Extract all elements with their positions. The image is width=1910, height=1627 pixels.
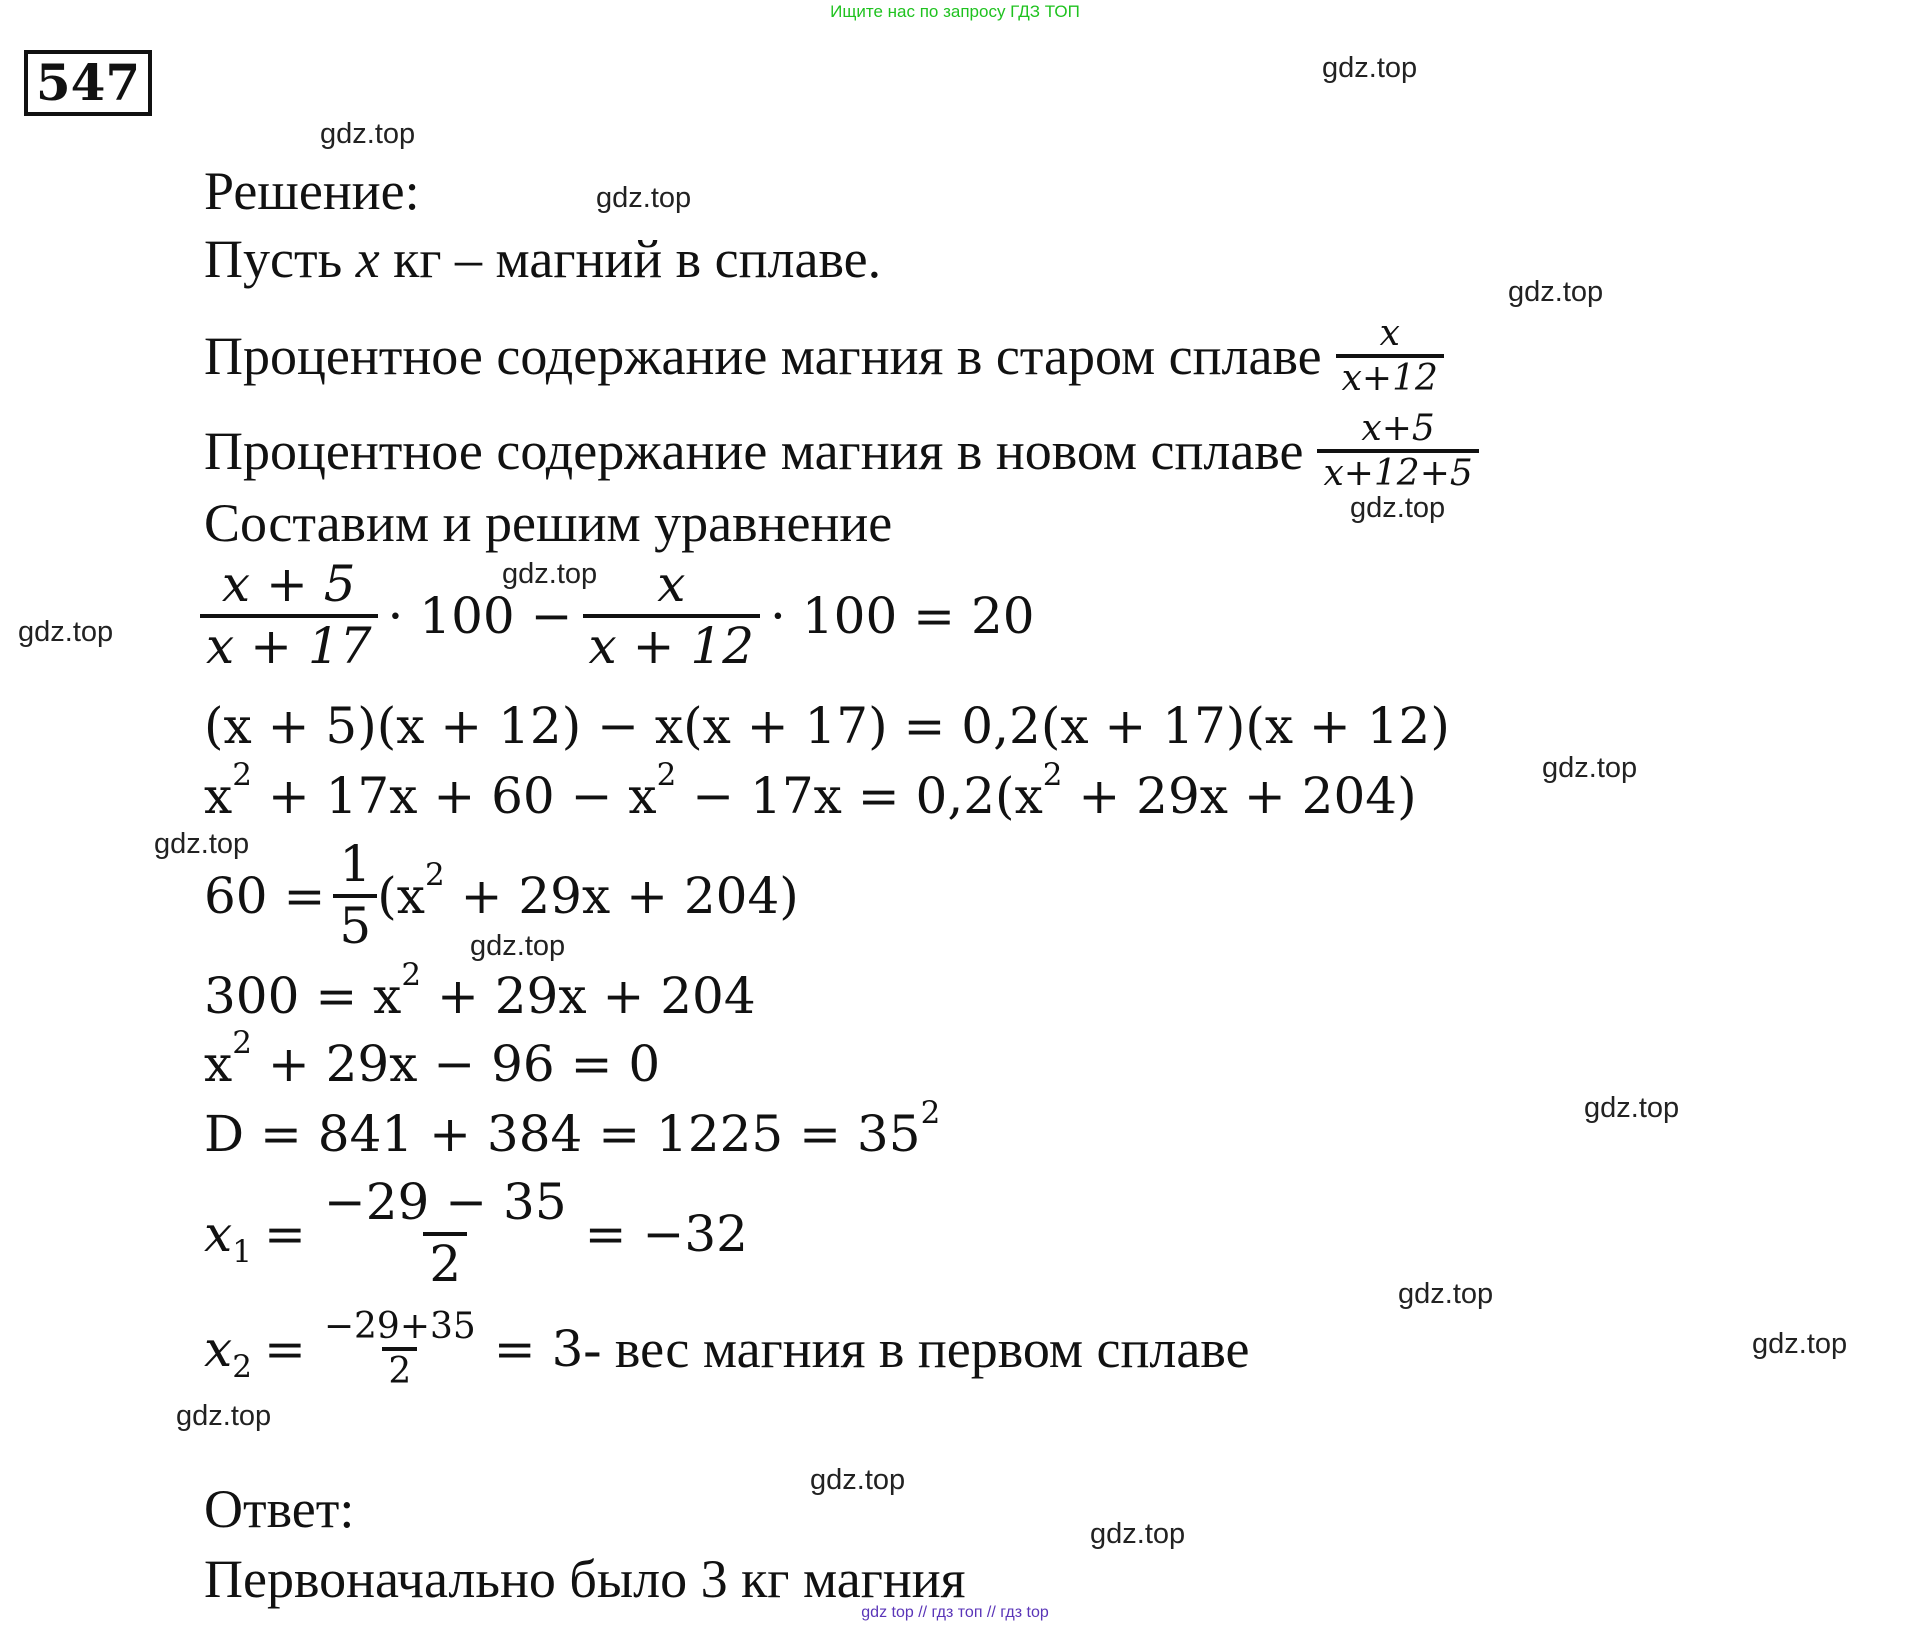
fraction-denominator: x + 17 xyxy=(200,614,378,676)
old-alloy-fraction xyxy=(1336,313,1444,400)
eq3-part: + 17x + 60 − x xyxy=(251,767,657,825)
equation-intro: Составим и решим уравнение xyxy=(204,493,893,553)
answer-text: Первоначально было 3 кг магния xyxy=(204,1549,966,1609)
eq5-part: 300 = x xyxy=(204,967,402,1025)
exponent: 2 xyxy=(424,856,445,893)
let-variable: x xyxy=(355,229,380,289)
fraction-denominator: x+12 xyxy=(1336,354,1444,399)
watermark: gdz.top xyxy=(1350,492,1446,524)
root-subscript: 1 xyxy=(232,1233,252,1270)
eq3-part: + 29x + 204) xyxy=(1062,767,1417,825)
new-alloy-text: Процентное содержание магния в новом сплаве xyxy=(204,421,1304,481)
root-result: = 3 xyxy=(493,1320,584,1379)
exponent: 2 xyxy=(1042,757,1063,794)
let-suffix: кг – магний в сплаве. xyxy=(379,229,882,289)
watermark: gdz.top xyxy=(1398,1278,1494,1310)
watermark: gdz.top xyxy=(1584,1092,1680,1124)
fraction-numerator: −29 − 35 xyxy=(323,1173,567,1231)
equation-1 xyxy=(200,556,1035,675)
fraction-denominator: x + 12 xyxy=(583,614,761,676)
equals: = xyxy=(263,1204,306,1263)
fraction-a xyxy=(200,556,378,675)
eq4-left: 60 = xyxy=(204,866,326,925)
fraction-denominator: 5 xyxy=(333,894,377,956)
fraction-denominator: 2 xyxy=(423,1232,467,1294)
new-alloy-fraction xyxy=(1317,408,1478,495)
root-x1 xyxy=(204,1174,748,1293)
let-prefix: Пусть xyxy=(204,229,356,289)
solution-heading: Решение: xyxy=(204,161,420,221)
fraction-numerator: x xyxy=(1379,312,1400,354)
watermark: gdz.top xyxy=(1508,276,1604,308)
watermark: gdz.top xyxy=(176,1400,272,1432)
top-banner: Ищите нас по запросу ГДЗ ТОП xyxy=(830,2,1080,21)
equation-6 xyxy=(204,1025,661,1093)
watermark: gdz.top xyxy=(18,616,114,648)
equation-3 xyxy=(204,757,1417,825)
equation-5 xyxy=(204,957,756,1025)
x1-fraction xyxy=(318,1174,573,1293)
equation-end: · 100 = 20 xyxy=(770,586,1035,645)
watermark: gdz.top xyxy=(502,558,598,590)
root-label: x xyxy=(204,1320,233,1379)
exponent: 2 xyxy=(232,757,252,794)
eq6-part: x xyxy=(204,1035,233,1093)
watermark: gdz.top xyxy=(596,182,692,214)
eq6-part: + 29x − 96 = 0 xyxy=(251,1035,661,1093)
old-alloy-text: Процентное содержание магния в старом сплаве xyxy=(204,326,1322,386)
fraction-numerator: x xyxy=(657,555,686,613)
exponent: 2 xyxy=(920,1095,941,1132)
eq3-part: − 17x = 0,2(x xyxy=(676,767,1043,825)
watermark: gdz.top xyxy=(154,828,250,860)
exponent: 2 xyxy=(232,1025,252,1062)
fraction-denominator: x+12+5 xyxy=(1317,449,1478,494)
exponent: 2 xyxy=(401,957,422,994)
fraction-numerator: −29+35 xyxy=(323,1306,476,1347)
watermark: gdz.top xyxy=(810,1464,906,1496)
task-number-box: 547 xyxy=(24,50,152,116)
root-subscript: 2 xyxy=(232,1349,252,1386)
exponent: 2 xyxy=(656,757,677,794)
footer-links: gdz top // гдз топ // гдз top xyxy=(861,1604,1049,1621)
fraction-numerator: 1 xyxy=(339,835,372,893)
watermark: gdz.top xyxy=(1542,752,1638,784)
equals: = xyxy=(263,1320,306,1379)
eq4-right: + 29x + 204) xyxy=(444,866,799,925)
watermark: gdz.top xyxy=(320,118,416,150)
eq5-part: + 29x + 204 xyxy=(421,967,756,1025)
fraction-numerator: x + 5 xyxy=(221,555,356,613)
equation-4 xyxy=(204,836,799,955)
watermark: gdz.top xyxy=(1090,1518,1186,1550)
watermark: gdz.top xyxy=(1322,52,1418,84)
eq3-part: x xyxy=(204,767,233,825)
equation-middle: · 100 − xyxy=(387,586,573,645)
discriminant xyxy=(204,1095,941,1163)
root-x2 xyxy=(204,1306,1249,1393)
equation-2: (x + 5)(x + 12) − x(x + 17) = 0,2(x + 17)(x + 12) xyxy=(204,697,1450,755)
root-label: x xyxy=(204,1204,233,1263)
discriminant-text: D = 841 + 384 = 1225 = 35 xyxy=(204,1105,921,1163)
eq4-fraction xyxy=(333,836,377,955)
answer-heading: Ответ: xyxy=(204,1479,355,1539)
new-alloy-line xyxy=(204,396,1479,506)
root-note: - вес магния в первом сплаве xyxy=(583,1319,1250,1380)
watermark: gdz.top xyxy=(1752,1328,1848,1360)
fraction-b xyxy=(583,556,761,675)
fraction-denominator: 2 xyxy=(382,1347,417,1392)
fraction-numerator: x+5 xyxy=(1361,407,1435,449)
eq4-right: (x xyxy=(377,866,425,925)
x2-fraction xyxy=(318,1306,482,1393)
root-result: = −32 xyxy=(584,1204,748,1263)
watermark: gdz.top xyxy=(470,930,566,962)
let-statement xyxy=(204,228,881,290)
